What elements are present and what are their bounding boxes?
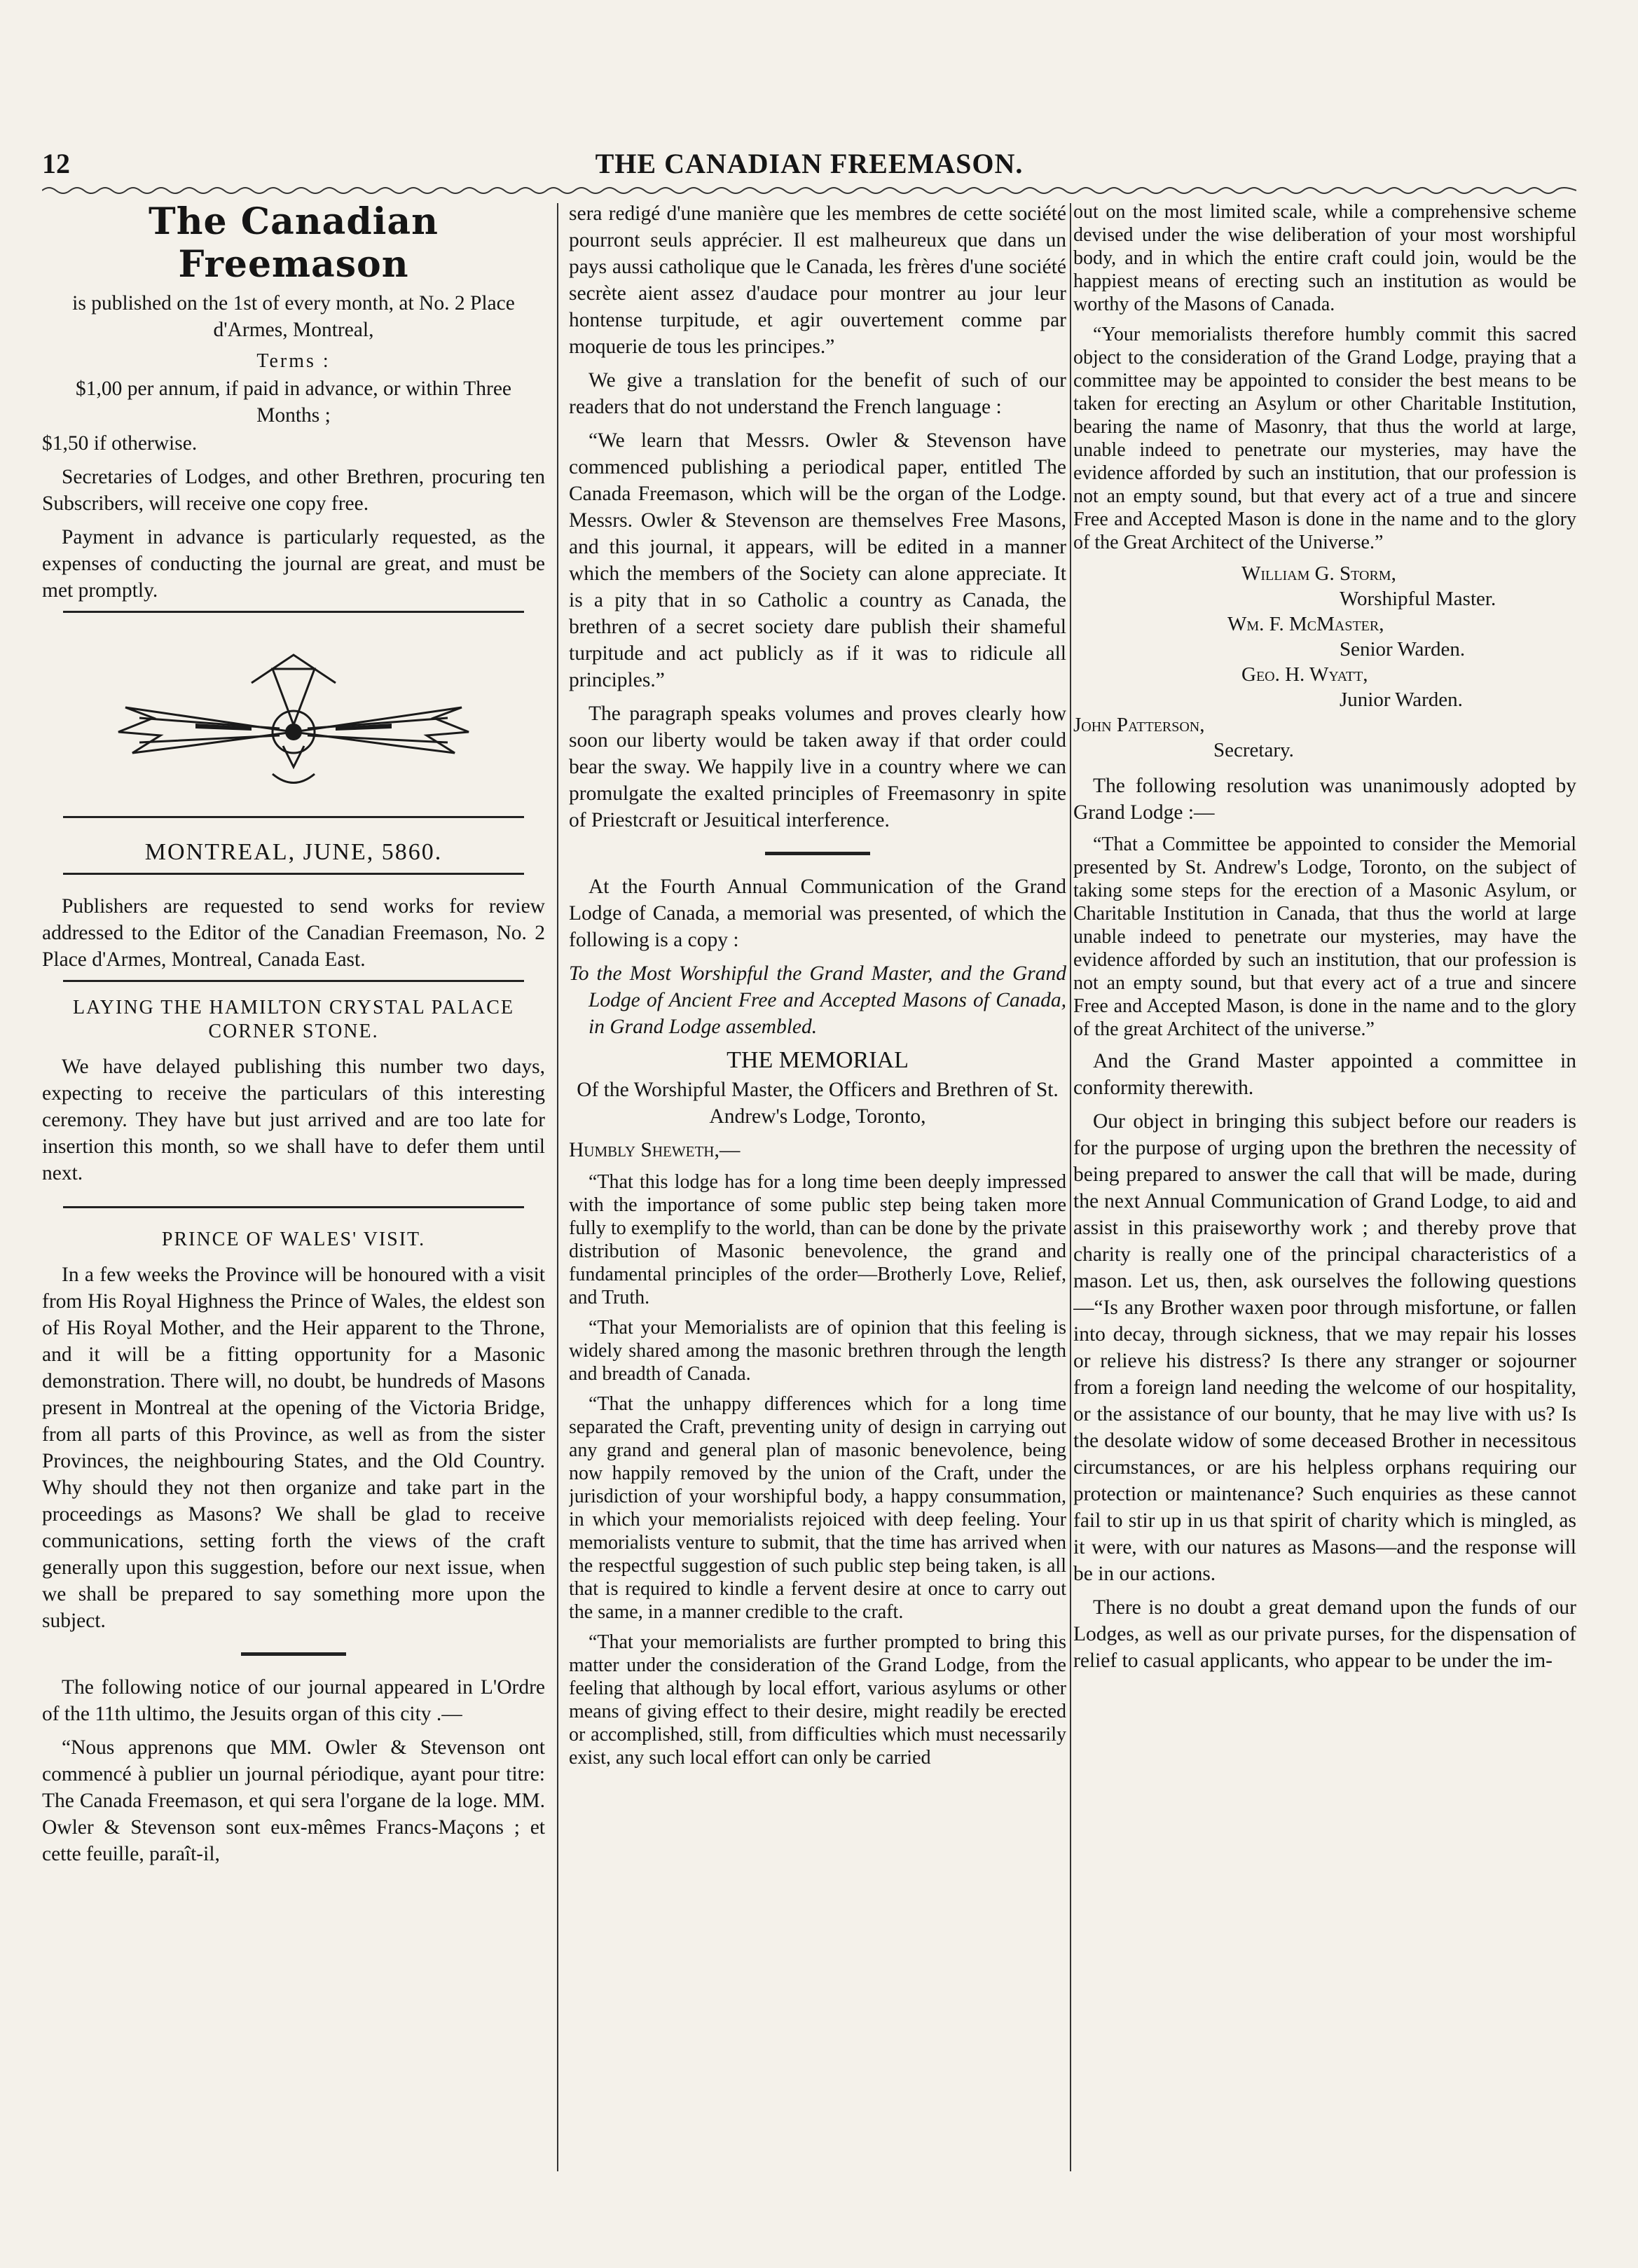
- memorial-para-2: “That your Memorialists are of opinion that this feeling is widely shared among the masonic brethren through the length and breadth of Canada.: [569, 1317, 1066, 1385]
- memorial-title: THE MEMORIAL: [727, 1047, 909, 1073]
- signature-name: John Patterson,: [1073, 714, 1205, 736]
- signature-title: Worshipful Master.: [1340, 588, 1496, 610]
- french-quote-start: “Nous apprenons que MM. Owler & Stevenson ont commencé à publier un journal périodique, ayant pour titre: The Canada Freemason, et qui sera l'organe de la loge. MM. Owler & Stevenson sont eux-mêmes Francs-Maçons ; et cette feuille, paraît-il,: [42, 1736, 545, 1865]
- divider: [63, 873, 524, 875]
- memorial-para-5: out on the most limited scale, while a comprehensive scheme devised under the wise deliberation of your most worshipful body, and in which the entire craft could join, would be the happiest means of erecting such an institution as would be worthy of the Masons of Canada.: [1073, 201, 1576, 315]
- signature-name: William G. Storm,: [1241, 562, 1396, 585]
- memorial-address: To the Most Worshipful the Grand Master, and the Grand Lodge of Ancient Free and Accepted Masons of Canada, in Grand Lodge assembled.: [569, 962, 1066, 1038]
- liberty-paragraph: The paragraph speaks volumes and proves clearly how soon our liberty would be taken away if that order could bear the sway. We happily live in a country where we can promulgate the exalted principles of Freemasonry in spite of Priestcraft or Jesuitical interference.: [569, 703, 1066, 831]
- page-number: 12: [42, 148, 70, 179]
- column-2: [569, 200, 1066, 2176]
- lordre-notice: The following notice of our journal appeared in L'Ordre of the 11th ultimo, the Jesuits organ of this city .—: [42, 1676, 545, 1725]
- header-wavy-rule: [42, 184, 1576, 198]
- signature-title: Junior Warden.: [1340, 689, 1463, 711]
- resolution-intro: The following resolution was unanimously adopted by Grand Lodge :—: [1073, 775, 1576, 824]
- headline-hamilton: LAYING THE HAMILTON CRYSTAL PALACE CORNER STONE.: [73, 997, 514, 1042]
- headline-prince-visit: PRINCE OF WALES' VISIT.: [161, 1229, 426, 1250]
- signature-title: Senior Warden.: [1340, 638, 1466, 661]
- column-rule-1: [557, 203, 558, 2171]
- running-title: THE CANADIAN FREEMASON.: [595, 148, 1024, 179]
- memorial-para-6: “Your memorialists therefore humbly commit this sacred object to the consideration of the Grand Lodge, praying that a committee may be appointed to consider the best means to be taken for erecting an Asylum or other Charitable Institution, bearing the name of Masonry, that thus the world at large, unable indeed to penetrate our mysteries, may have the evidence afforded by such an institution, that our profession is not an empty sound, but that every act of a true and sincere Free and Accepted Mason is done in the name and to the glory of the Great Architect of the Universe.”: [1073, 324, 1576, 553]
- memorial-para-1: “That this lodge has for a long time been deeply impressed with the importance of some public step being taken more fully to exemplify to the world, than can be done by the private distribution of Masonic benevolence, the grand and fundamental principles of the order—Brotherly Love, Relief, and Truth.: [569, 1171, 1066, 1308]
- translation-quote: “We learn that Messrs. Owler & Stevenson have commenced publishing a periodical paper, entitled The Canada Freemason, which will be the organ of the Lodge. Messrs. Owler & Stevenson are themselves Free Masons, and this journal, it appears, will be edited in a manner which the members of the Society can alone appreciate. It is a pity that in so Catholic a country as Canada, the brethren of a secret society dare publish their shameful turpitude and act publicly as if it was to ridicule all principles.”: [569, 429, 1066, 691]
- publishers-notice: Publishers are requested to send works for review addressed to the Editor of the Canadian Freemason, No. 2 Place d'Armes, Montreal, Canada East.: [42, 895, 545, 971]
- payment-notice: Payment in advance is particularly requested, as the expenses of conducting the journal are great, and must be met promptly.: [42, 526, 545, 602]
- prince-visit-paragraph: In a few weeks the Province will be honoured with a visit from His Royal Highness the Prince of Wales, the eldest son of His Royal Mother, and the Heir apparent to the Throne, and it will be a fitting opportunity for a Masonic demonstration. There will, no doubt, be hundreds of Masons present in Montreal at the opening of the Victoria Bridge, from all parts of this Province, as well as from the sister Provinces, the neighbouring States, and the Old Country. Why should they not then organize and take part in the proceedings as Masons? We shall be glad to receive communications, setting forth the views of the craft generally upon this suggestion, before our next issue, when we shall be prepared to say something more upon the subject.: [42, 1264, 545, 1632]
- short-divider: [241, 1652, 346, 1656]
- masthead: The Canadian Freemason: [149, 200, 439, 286]
- signature-name: Wm. F. McMaster,: [1227, 613, 1384, 635]
- page-header: [42, 147, 1576, 189]
- divider: [63, 816, 524, 818]
- publication-info: is published on the 1st of every month, at No. 2 Place d'Armes, Montreal,: [72, 292, 515, 341]
- signatures: [1073, 561, 1576, 763]
- terms-line-1: $1,00 per annum, if paid in advance, or within Three Months ;: [75, 378, 512, 427]
- object-paragraph: Our object in bringing this subject before our readers is for the purpose of urging upon the brethren the necessity of being prepared to answer the call that will be made, during the next Annual Communication of Grand Lodge, to aid and assist in this praiseworthy work ; and thereby prove that charity is really one of the principal characteristics of a mason. Let us, then, ask ourselves the following questions—“Is any Brother waxen poor through misfortune, or fallen into decay, through sickness, that we may repair his losses or relieve his distress? Is there any stranger or sojourner from a foreign land needing the welcome of our hospitality, or the assistance of our bounty, that he may live with us? Is the desolate widow of some deceased Brother in necessitous circumstances, or are his helpless orphans requiring our protection or maintenance? Such enquiries as these cannot fail to stir up in us that spirit of charity which is mingled, as it were, with our natures as Masons—and the response will be in our actions.: [1073, 1110, 1576, 1585]
- grand-lodge-intro: At the Fourth Annual Communication of the Grand Lodge of Canada, a memorial was presented, of which the following is a copy :: [569, 876, 1066, 951]
- memorial-para-3: “That the unhappy differences which for a long time separated the Craft, preventing unity of design in carrying out any grand and general plan of masonic benevolence, being now happily removed by the union of the Craft, under the jurisdiction of your worshipful body, a happy consummation, in which your memorialists rejoiced with deep feeling. Your memorialists venture to submit, that the time has arrived when the respectful suggestion of such public step being taken, is all that is required to kindle a fervent desire at once to carry out the same, in a manner credible to the craft.: [569, 1393, 1066, 1623]
- memorial-subtitle: Of the Worshipful Master, the Officers and Brethren of St. Andrew's Lodge, Toronto,: [577, 1079, 1059, 1128]
- signature-title: Secretary.: [1213, 739, 1294, 761]
- column-3: [1073, 200, 1576, 2176]
- hamilton-paragraph: We have delayed publishing this number two days, expecting to receive the particulars of this interesting ceremony. They have but just arrived and are too late for insertion this month, so we shall have to defer them until next.: [42, 1056, 545, 1184]
- column-rule-2: [1070, 203, 1071, 2171]
- divider: [63, 980, 524, 982]
- column-1: [42, 200, 545, 2176]
- dateline: MONTREAL, JUNE, 5860.: [144, 839, 443, 865]
- french-quote-end: sera redigé d'une manière que les membres de cette société pourront seuls apprécier. Il est malheureux que dans un pays aussi catholique que le Canada, les frères d'une société secrète aient assez d'audace pour montrer au jour leur hontense turpitude, et agir ouvertement comme par moquerie de tous les principes.”: [569, 202, 1066, 358]
- masonic-emblem-icon: [111, 641, 476, 802]
- translation-intro: We give a translation for the benefit of such of our readers that do not understand the French language :: [569, 369, 1066, 418]
- humbly-sheweth: Humbly Sheweth,—: [569, 1139, 741, 1161]
- closing-paragraph: There is no doubt a great demand upon the funds of our Lodges, as well as our private purses, for the dispensation of relief to casual applicants, who appear to be under the im-: [1073, 1596, 1576, 1672]
- terms-label: Terms :: [256, 350, 331, 372]
- divider: [63, 1206, 524, 1208]
- short-divider: [765, 852, 870, 855]
- secretaries-notice: Secretaries of Lodges, and other Brethren, procuring ten Subscribers, will receive one copy free.: [42, 466, 545, 515]
- resolution-text: “That a Committee be appointed to consider the Memorial presented by St. Andrew's Lodge, Toronto, on the subject of taking some steps for the erection of a Masonic Asylum, or Charitable Institution in Canada, that thus the world at large unable indeed to penetrate our mysteries, may have the evidence afforded by such an institution, that our profession is not an empty sound, but that every act of a true and sincere Free and Accepted Mason, is done in the name and to the glory of the great Architect of the universe.”: [1073, 834, 1576, 1040]
- memorial-para-4: “That your memorialists are further prompted to bring this matter under the consideration of the Grand Lodge, from the feeling that although by local effort, various asylums or other means of giving effect to their desire, might readily be erected or accomplished, still, from difficulties which must necessarily exist, any such local effort can only be carried: [569, 1631, 1066, 1769]
- terms-line-2: $1,50 if otherwise.: [42, 432, 198, 455]
- signature-name: Geo. H. Wyatt,: [1241, 663, 1368, 686]
- committee-paragraph: And the Grand Master appointed a committee in conformity therewith.: [1073, 1050, 1576, 1099]
- divider: [63, 611, 524, 613]
